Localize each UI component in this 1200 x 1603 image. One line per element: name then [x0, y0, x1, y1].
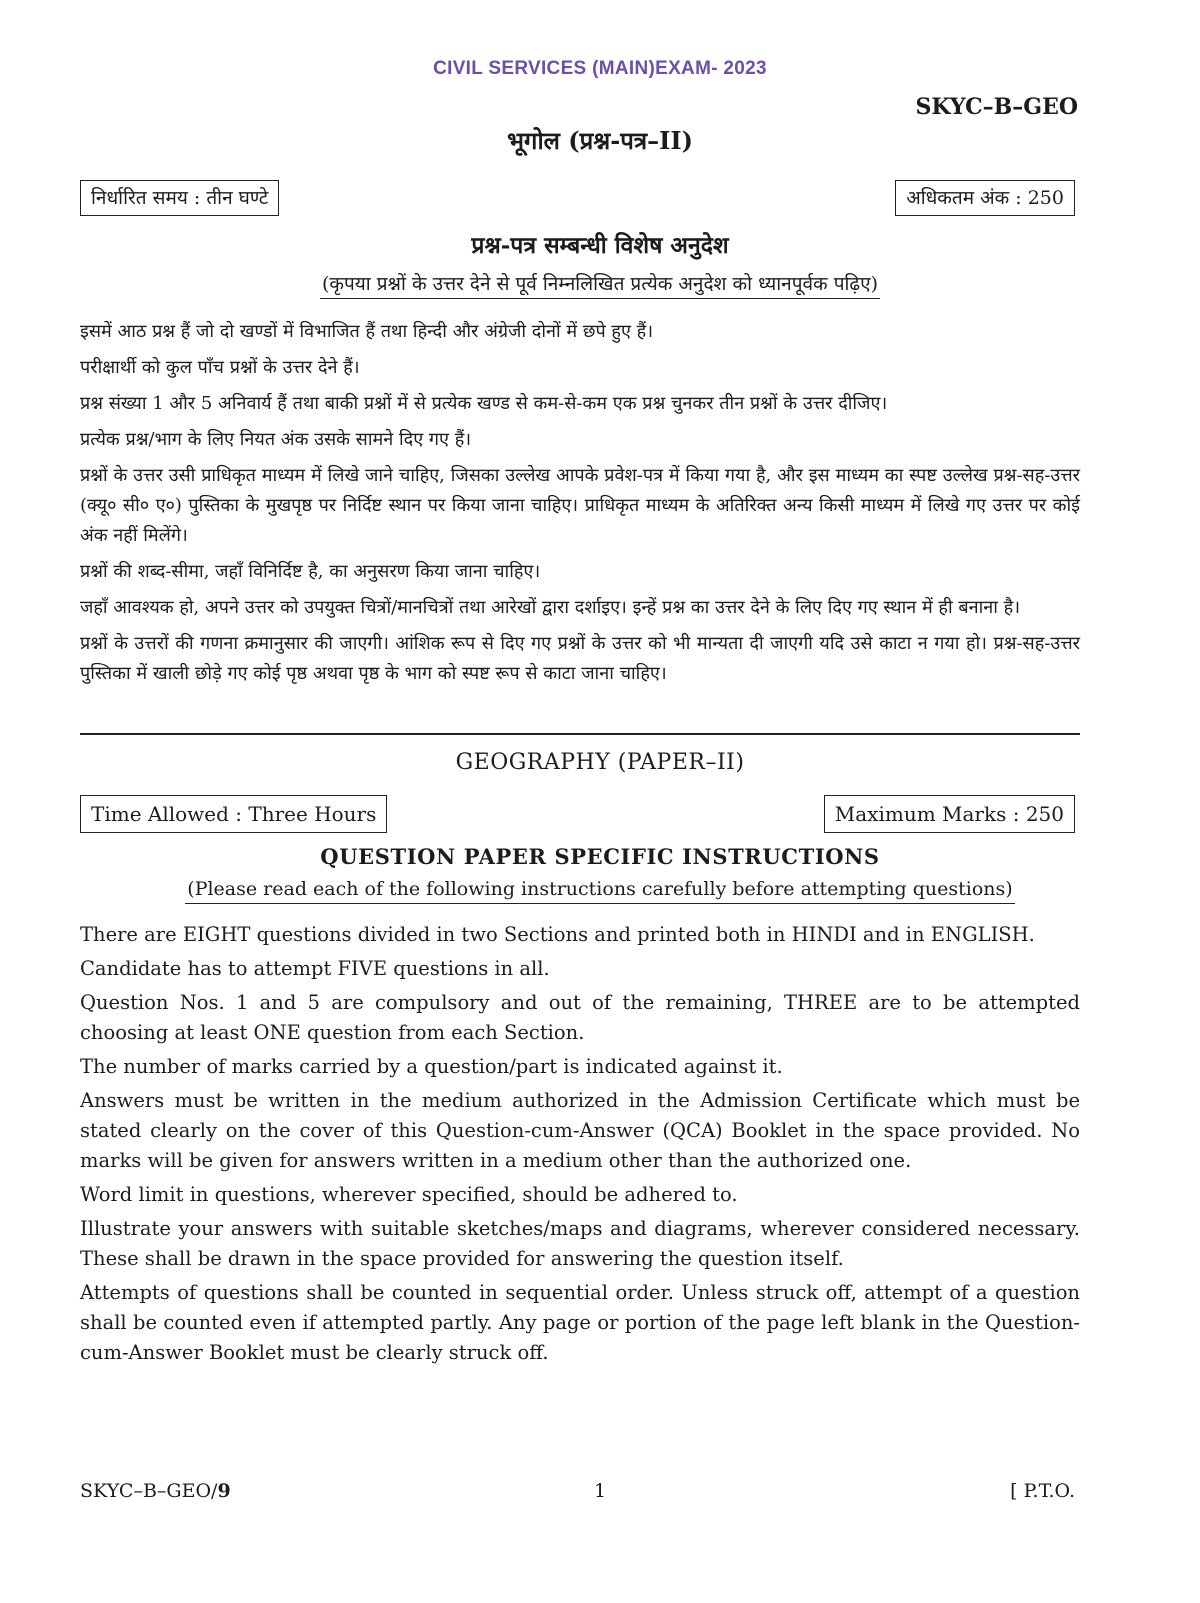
- instructions-english: [80, 920, 1080, 1372]
- max-marks-hindi: अधिकतम अंक : 250: [895, 180, 1075, 216]
- instruction-hindi: प्रश्न संख्या 1 और 5 अनिवार्य हैं तथा बाकी प्रश्नों में से प्रत्येक खण्ड से कम-से-कम एक प्रश्न चुनकर तीन प्रश्नों के उत्तर दीजिए।: [80, 393, 888, 414]
- instruction-hindi: प्रश्नों के उत्तरों की गणना क्रमानुसार की जाएगी। आंशिक रूप से दिए गए प्रश्नों के उत्तर को भी मान्यता दी जाएगी यदि उसे काटा न गया हो। प्रश्न-सह-उत्तर पुस्तिका में खाली छोड़े गए कोई पृष्ठ अथवा पृष्ठ के भाग को स्पष्ट रूप से काटा जाना चाहिए।: [80, 633, 1080, 684]
- footer-code-prefix: SKYC–B–GEO/: [80, 1480, 218, 1502]
- instructions-subheading-english: [0, 878, 1200, 900]
- instruction-english: Answers must be written in the medium authorized in the Admission Certificate which must be stated clearly on the cover of this Question-cum-Answer (QCA) Booklet in the space provided. No marks will be given for answers written in a medium other than the authorized one.: [80, 1089, 1080, 1172]
- instruction-hindi: प्रश्नों की शब्द-सीमा, जहाँ विनिर्दिष्ट है, का अनुसरण किया जाना चाहिए।: [80, 561, 541, 582]
- please-turn-over: [ P.T.O.: [1010, 1480, 1075, 1502]
- instructions-subheading-hindi: [0, 270, 1200, 296]
- instructions-heading-hindi: प्रश्न-पत्र सम्बन्धी विशेष अनुदेश: [471, 232, 729, 259]
- instruction-hindi: इसमें आठ प्रश्न हैं जो दो खण्डों में विभाजित हैं तथा हिन्दी और अंग्रेजी दोनों में छपे हुए हैं।: [80, 321, 654, 342]
- time-allowed-hindi: निर्धारित समय : तीन घण्टे: [80, 180, 279, 216]
- instruction-english: There are EIGHT questions divided in two Sections and printed both in HINDI and in ENGLISH.: [80, 923, 1035, 946]
- instructions-heading-english: QUESTION PAPER SPECIFIC INSTRUCTIONS: [320, 844, 880, 869]
- time-allowed-english: Time Allowed : Three Hours: [80, 795, 387, 833]
- instruction-english: Illustrate your answers with suitable sketches/maps and diagrams, wherever considered necessary. These shall be drawn in the space provided for answering the question itself.: [80, 1217, 1080, 1270]
- exam-stamp: CIVIL SERVICES (MAIN)EXAM- 2023: [433, 58, 767, 79]
- instruction-hindi: प्रत्येक प्रश्न/भाग के लिए नियत अंक उसके सामने दिए गए हैं।: [80, 429, 472, 450]
- instruction-english: Attempts of questions shall be counted in sequential order. Unless struck off, attempt of a question shall be counted even if attempted partly. Any page or portion of the page left blank in the Question-cum-Answer Booklet must be clearly struck off.: [80, 1281, 1080, 1364]
- instruction-hindi: प्रश्नों के उत्तर उसी प्राधिकृत माध्यम में लिखे जाने चाहिए, जिसका उल्लेख आपके प्रवेश-पत्र में किया गया है, और इस माध्यम का स्पष्ट उल्लेख प्रश्न-सह-उत्तर (क्यू० सी० ए०) पुस्तिका के मुखपृष्ठ पर निर्दिष्ट स्थान पर किया जाना चाहिए। प्राधिकृत माध्यम के अतिरिक्त अन्य किसी माध्यम में लिखे गए उत्तर पर कोई अंक नहीं मिलेंगे।: [80, 465, 1081, 546]
- paper-code: SKYC–B–GEO: [915, 94, 1078, 120]
- paper-title-english: GEOGRAPHY (PAPER–II): [455, 750, 745, 775]
- subheading-english-text: (Please read each of the following instructions carefully before attempting questions): [185, 878, 1014, 904]
- instructions-hindi: [80, 317, 1080, 695]
- instruction-hindi: जहाँ आवश्यक हो, अपने उत्तर को उपयुक्त चित्रों/मानचित्रों तथा आरेखों द्वारा दर्शाइए। इन्हें प्रश्न का उत्तर देने के लिए दिए गए स्थान में ही बनाना है।: [80, 597, 1021, 618]
- footer-code-number: 9: [217, 1480, 231, 1502]
- section-divider: [80, 733, 1080, 735]
- paper-title-hindi: भूगोल (प्रश्न-पत्र–II): [507, 126, 693, 155]
- instruction-english: Candidate has to attempt FIVE questions in all.: [80, 957, 550, 980]
- instruction-english: Word limit in questions, wherever specified, should be adhered to.: [80, 1183, 738, 1206]
- subheading-hindi-text: (कृपया प्रश्नों के उत्तर देने से पूर्व निम्नलिखित प्रत्येक अनुदेश को ध्यानपूर्वक पढ़िए): [320, 273, 880, 299]
- instruction-hindi: परीक्षार्थी को कुल पाँच प्रश्नों के उत्तर देने हैं।: [80, 357, 360, 378]
- instruction-english: Question Nos. 1 and 5 are compulsory and out of the remaining, THREE are to be attempted choosing at least ONE question from each Section.: [80, 991, 1080, 1044]
- instruction-english: The number of marks carried by a question/part is indicated against it.: [80, 1055, 783, 1078]
- max-marks-english: Maximum Marks : 250: [824, 795, 1075, 833]
- page-number: 1: [593, 1480, 607, 1502]
